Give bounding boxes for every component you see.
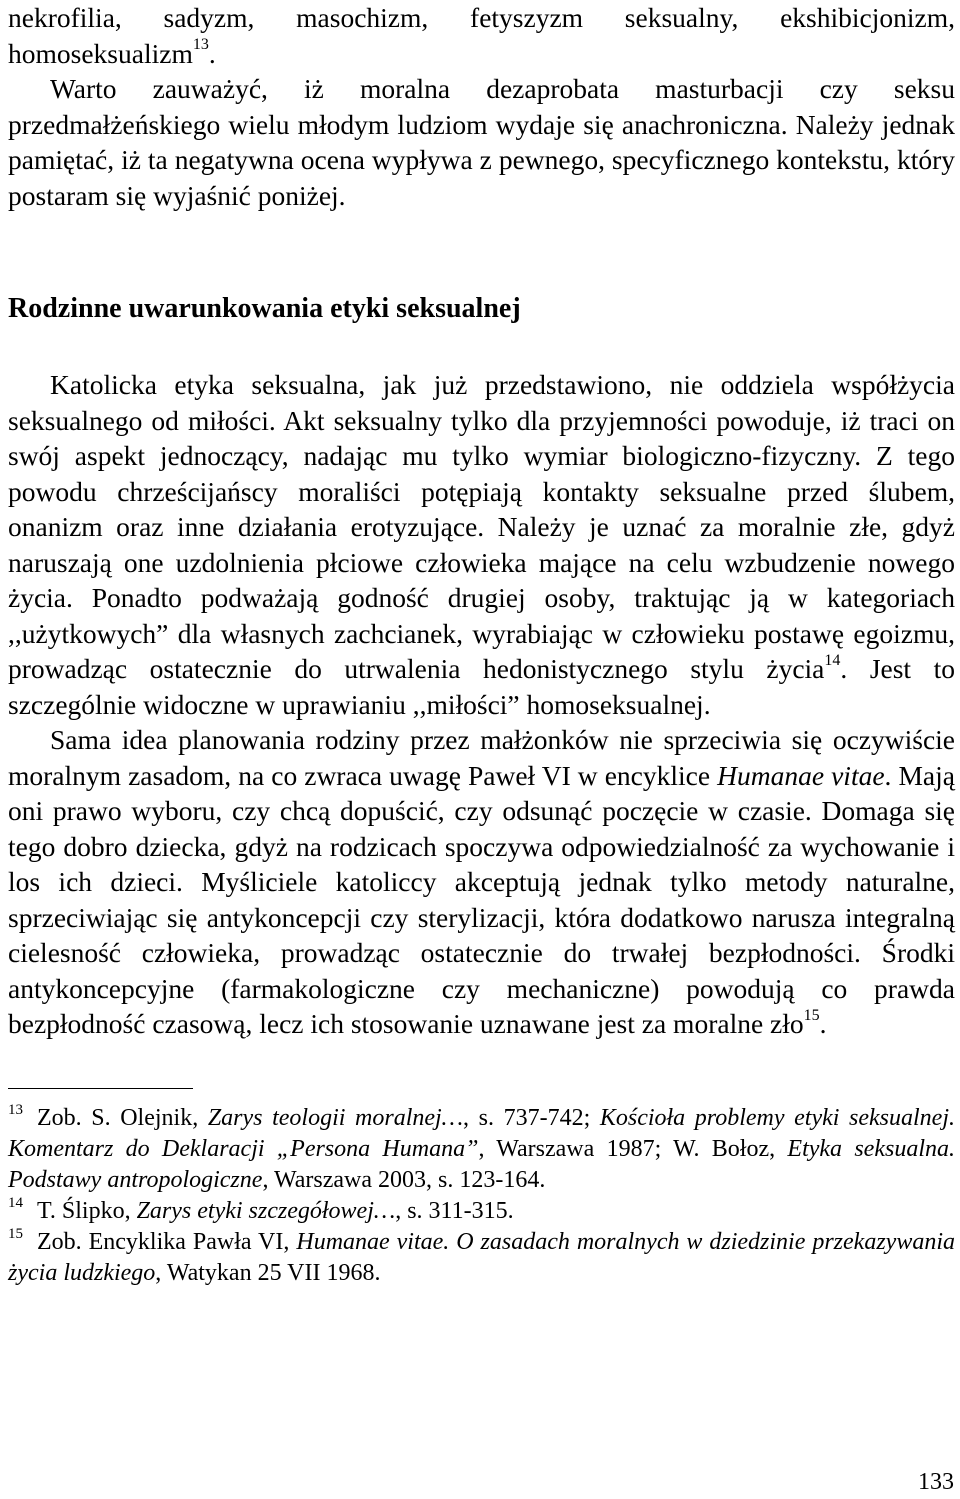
document-page xyxy=(8,0,955,1289)
footnote-ref-15[interactable]: 15 xyxy=(803,1006,820,1024)
footnote-number: 14 xyxy=(8,1194,23,1211)
footnote-text: Zob. S. Olejnik, xyxy=(37,1104,208,1131)
intro-text: nekrofilia, sadyzm, masochizm, fetyszyzm seksualny, ekshibicjonizm, homoseksualizm xyxy=(8,2,955,69)
section-p1-text: Katolicka etyka seksualna, jak już przedstawiono, nie oddziela współżycia seksualnego od miłości. Akt seksualny tylko dla przyjemności powoduje, iż traci on swój aspekt jednoczący, nadając mu tylko wymiar biologiczno-fizyczny. Z tego powodu chrześcijańscy moraliści potępiają kontakty seksualne przed ślubem, onanizm oraz inne działania erotyzujące. Należy je uznać za moralnie złe, gdyż naruszają one uzdolnienia płciowe człowieka mające na celu wzbudzenie nowego życia. Ponadto podważają godność drugiej osoby, traktując ją w kategoriach ,,użytkowych” dla własnych zachcianek, wyrabiając w człowieku postawę egoizmu, prowadząc ostatecznie do utrwalenia hedonistycznego stylu życia xyxy=(8,369,955,684)
footnote-text: Zob. Encyklika Pawła VI, xyxy=(37,1228,297,1255)
footnote-ref-13[interactable]: 13 xyxy=(192,36,209,54)
footnote-title: Humanae vitae. O zasadach moralnych w dziedzinie przekazywania życia ludzkiego xyxy=(8,1228,955,1286)
section-heading: Rodzinne uwarunkowania etyki seksualnej xyxy=(8,293,521,324)
footnote-title: Zarys etyki szczegółowej… xyxy=(136,1197,396,1224)
intro-period: . xyxy=(208,37,216,69)
footnote-14 xyxy=(8,1196,955,1227)
footnote-text: , s. 737-742; xyxy=(463,1104,600,1131)
footnote-text: , s. 311-315. xyxy=(395,1197,514,1224)
footnote-title: Etyka seksualna. Podstawy antropologiczne xyxy=(8,1135,955,1193)
footnote-number: 15 xyxy=(8,1225,23,1242)
section-paragraph-1 xyxy=(8,367,955,722)
section-p2-period: . xyxy=(819,1008,827,1039)
section-p1-tail: . Jest to szczególnie widoczne w uprawianiu ,,miłości” homoseksualnej. xyxy=(8,653,955,720)
footnote-13 xyxy=(8,1103,955,1196)
footnote-title: Zarys teologii moralnej… xyxy=(207,1104,464,1131)
footnote-ref-14[interactable]: 14 xyxy=(824,651,841,669)
footnote-15 xyxy=(8,1227,955,1289)
footnote-text: , Warszawa 2003, s. 123-164. xyxy=(262,1166,546,1193)
encyclical-title: Humanae vitae xyxy=(717,759,885,791)
footnotes xyxy=(8,1103,955,1289)
footnote-title: Kościoła problemy etyki seksualnej. Komentarz do Deklaracji „Persona Humana” xyxy=(8,1104,956,1162)
footnote-number: 13 xyxy=(8,1101,23,1118)
footnote-text: , Watykan 25 VII 1968. xyxy=(155,1259,381,1286)
footnote-text: , Warszawa 1987; W. Bołoz, xyxy=(478,1135,788,1162)
footnote-text: T. Ślipko, xyxy=(37,1197,137,1224)
section-p2-text: Sama idea planowania rodziny przez małżonków nie sprzeciwia się oczywiście moralnym zasadom, na co zwraca uwagę Paweł VI w encyklice xyxy=(8,724,955,791)
page-number: 133 xyxy=(918,1469,954,1495)
footnote-separator xyxy=(8,1088,193,1089)
intro-paragraph-2: Warto zauważyć, iż moralna dezaprobata masturbacji czy seksu przedmałżeńskiego wielu młodym ludziom wydaje się anachroniczna. Należy jednak pamiętać, iż ta negatywna ocena wypływa z pewnego, specyficznego kontekstu, który postaram się wyjaśnić poniżej. xyxy=(8,73,955,211)
section-paragraph-2 xyxy=(8,722,955,1042)
section-p2-body: . Mają oni prawo wyboru, czy chcą dopuścić, czy odsunąć poczęcie w czasie. Domaga się tego dobro dziecka, gdyż na rodzicach spoczywa odpowiedzialność za wychowanie i los ich dzieci. Myśliciele katoliccy akceptują jednak tylko metody naturalne, sprzeciwiając się antykoncepcji czy sterylizacji, która dodatkowo narusza integralną cielesność człowieka, prowadząc ostatecznie do trwałej bezpłodności. Środki antykoncepcyjne (farmakologiczne czy mechaniczne) powodują co prawda bezpłodność czasową, lecz ich stosowanie uznawane jest za moralne zło xyxy=(8,759,955,1039)
intro-paragraph-1 xyxy=(8,0,955,71)
